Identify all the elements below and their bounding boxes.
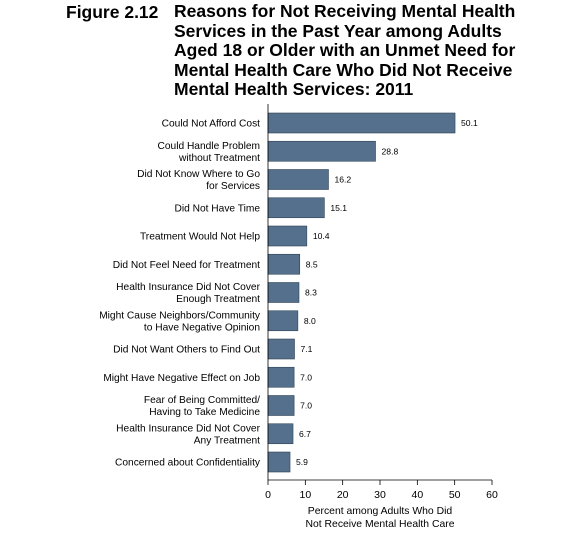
category-label: Fear of Being Committed/ Having to Take Medicine — [143, 395, 260, 419]
x-axis-title: Not Receive Mental Health Care — [305, 519, 455, 530]
x-axis-title: Percent among Adults Who Did — [307, 506, 453, 517]
value-label: 16.2 — [334, 174, 352, 185]
value-label: 7.0 — [300, 400, 313, 411]
category-label: Did Not Want Others to Find Out — [113, 344, 260, 356]
category-label: Might Cause Neighbors/Community to Have Negative Opinion — [99, 310, 260, 334]
category-label: Concerned about Confidentiality — [115, 457, 260, 469]
x-tick-label: 20 — [336, 489, 349, 501]
x-tick-label: 40 — [411, 489, 424, 501]
x-tick-label: 0 — [265, 489, 271, 501]
value-label: 5.9 — [296, 457, 308, 468]
value-label: 50.1 — [461, 118, 478, 129]
bar — [268, 452, 290, 472]
category-label: Could Not Afford Cost — [161, 118, 260, 130]
bar — [268, 254, 300, 274]
value-label: 8.0 — [303, 315, 316, 326]
x-tick-label: 50 — [448, 489, 461, 501]
value-label: 10.4 — [312, 231, 330, 242]
value-label: 8.5 — [305, 259, 318, 270]
value-label: 15.1 — [330, 202, 348, 213]
category-label: Did Not Have Time — [174, 203, 260, 215]
category-label: Health Insurance Did Not Cover Any Treatment — [116, 423, 260, 447]
category-label: Could Handle Problem without Treatment — [157, 140, 260, 164]
bar — [268, 226, 307, 246]
bar — [268, 283, 299, 303]
value-label: 8.3 — [304, 287, 317, 298]
x-tick-label: 10 — [299, 489, 312, 501]
figure-title-line: Reasons for Not Receiving Mental Health — [174, 1, 516, 21]
figure-title-line: Aged 18 or Older with an Unmet Need for — [174, 40, 516, 61]
figure-title-line: Mental Health Care Who Did Not Receive — [174, 59, 513, 80]
x-tick-label: 30 — [374, 489, 386, 501]
bar — [268, 198, 324, 218]
bar — [268, 367, 294, 387]
category-label: Treatment Would Not Help — [139, 231, 260, 243]
bar — [268, 311, 298, 331]
bar — [268, 424, 293, 444]
figure-title-line: Mental Health Services: 2011 — [174, 79, 414, 100]
bar — [268, 113, 455, 133]
value-label: 7.1 — [300, 344, 313, 355]
figure-title-line: Services in the Past Year among Adults — [174, 20, 502, 41]
value-label: 28.8 — [381, 146, 399, 157]
bar — [268, 396, 294, 416]
value-label: 6.7 — [299, 428, 311, 439]
x-tick-label: 60 — [486, 489, 498, 501]
bar — [268, 339, 295, 359]
category-label: Did Not Feel Need for Treatment — [112, 259, 260, 271]
value-label: 7.0 — [300, 372, 313, 383]
category-label: Might Have Negative Effect on Job — [103, 372, 260, 384]
bar — [268, 141, 376, 161]
figure-number: Figure 2.12 — [66, 2, 159, 22]
category-label: Health Insurance Did Not Cover Enough Treatment — [116, 282, 260, 306]
bar — [268, 170, 328, 190]
category-label: Did Not Know Where to Go for Services — [137, 169, 260, 193]
